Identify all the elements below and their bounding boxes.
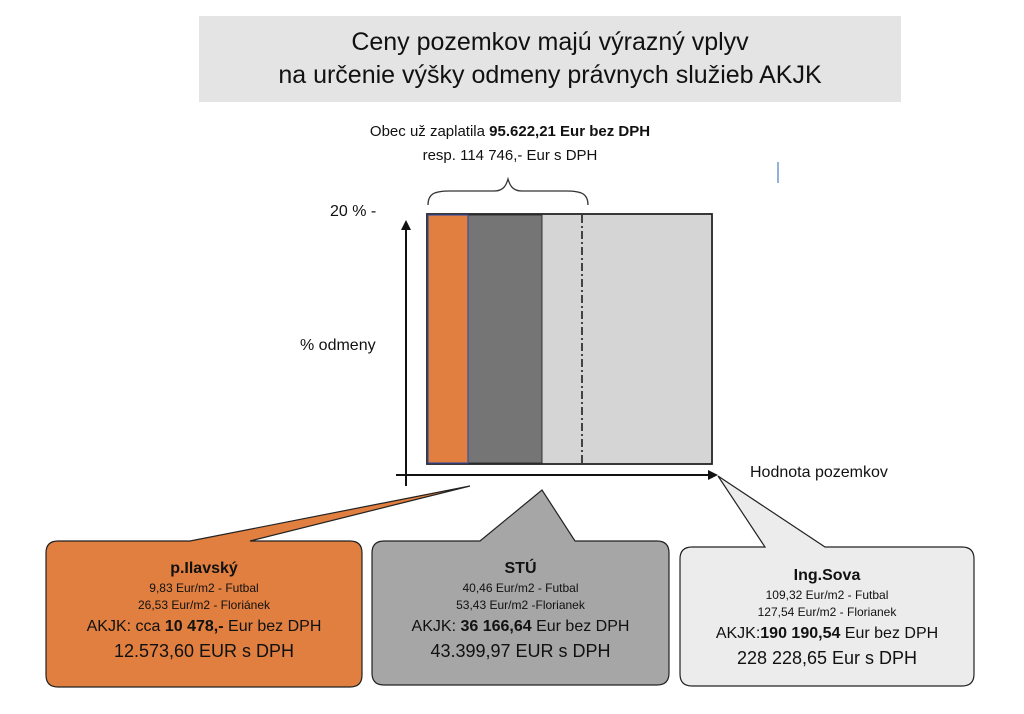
akjk-fee: AKJK: 36 166,64 Eur bez DPH: [411, 618, 630, 635]
paid-prefix: Obec už zaplatila: [369, 123, 490, 140]
y-tick-label: 20 % -: [330, 203, 377, 220]
callout-ilavsky: [46, 548, 362, 664]
paid-vat-line: resp. 114 746,- Eur s DPH: [422, 147, 598, 164]
callout-name: STÚ: [504, 560, 537, 577]
title-line-2: na určenie výšky odmeny právnych služieb AKJK: [278, 61, 822, 89]
price-florianek: 127,54 Eur/m2 - Florianek: [757, 605, 897, 619]
title-line-1: Ceny pozemkov majú výrazný vplyv: [351, 28, 749, 56]
price-futbal: 9,83 Eur/m2 - Futbal: [149, 581, 259, 595]
y-axis-label: % odmeny: [300, 337, 376, 354]
callout-name: p.Ilavský: [170, 560, 238, 577]
price-florianek: 53,43 Eur/m2 -Florianek: [456, 598, 585, 612]
segment-dark-gray: [468, 215, 542, 463]
price-futbal: 109,32 Eur/m2 - Futbal: [765, 588, 889, 602]
fee-with-vat: 43.399,97 EUR s DPH: [430, 641, 611, 661]
paid-amount: 95.622,21 Eur bez DPH: [489, 123, 651, 140]
brace-icon: [428, 179, 588, 205]
akjk-fee: AKJK: cca 10 478,- Eur bez DPH: [86, 618, 322, 635]
callout-stu: [372, 548, 669, 664]
price-futbal: 40,46 Eur/m2 - Futbal: [462, 581, 579, 595]
fee-with-vat: 12.573,60 EUR s DPH: [113, 641, 295, 661]
fee-with-vat: 228 228,65 Eur s DPH: [736, 648, 918, 668]
callout-name: Ing.Sova: [793, 567, 861, 584]
segment-orange: [428, 215, 468, 463]
price-florianek: 26,53 Eur/m2 - Floriánek: [137, 598, 271, 612]
callout-sova: [680, 555, 974, 671]
segment-light-gray: [542, 215, 711, 463]
akjk-fee: AKJK:190 190,54 Eur bez DPH: [715, 625, 939, 642]
x-axis-label: Hodnota pozemkov: [750, 464, 888, 481]
